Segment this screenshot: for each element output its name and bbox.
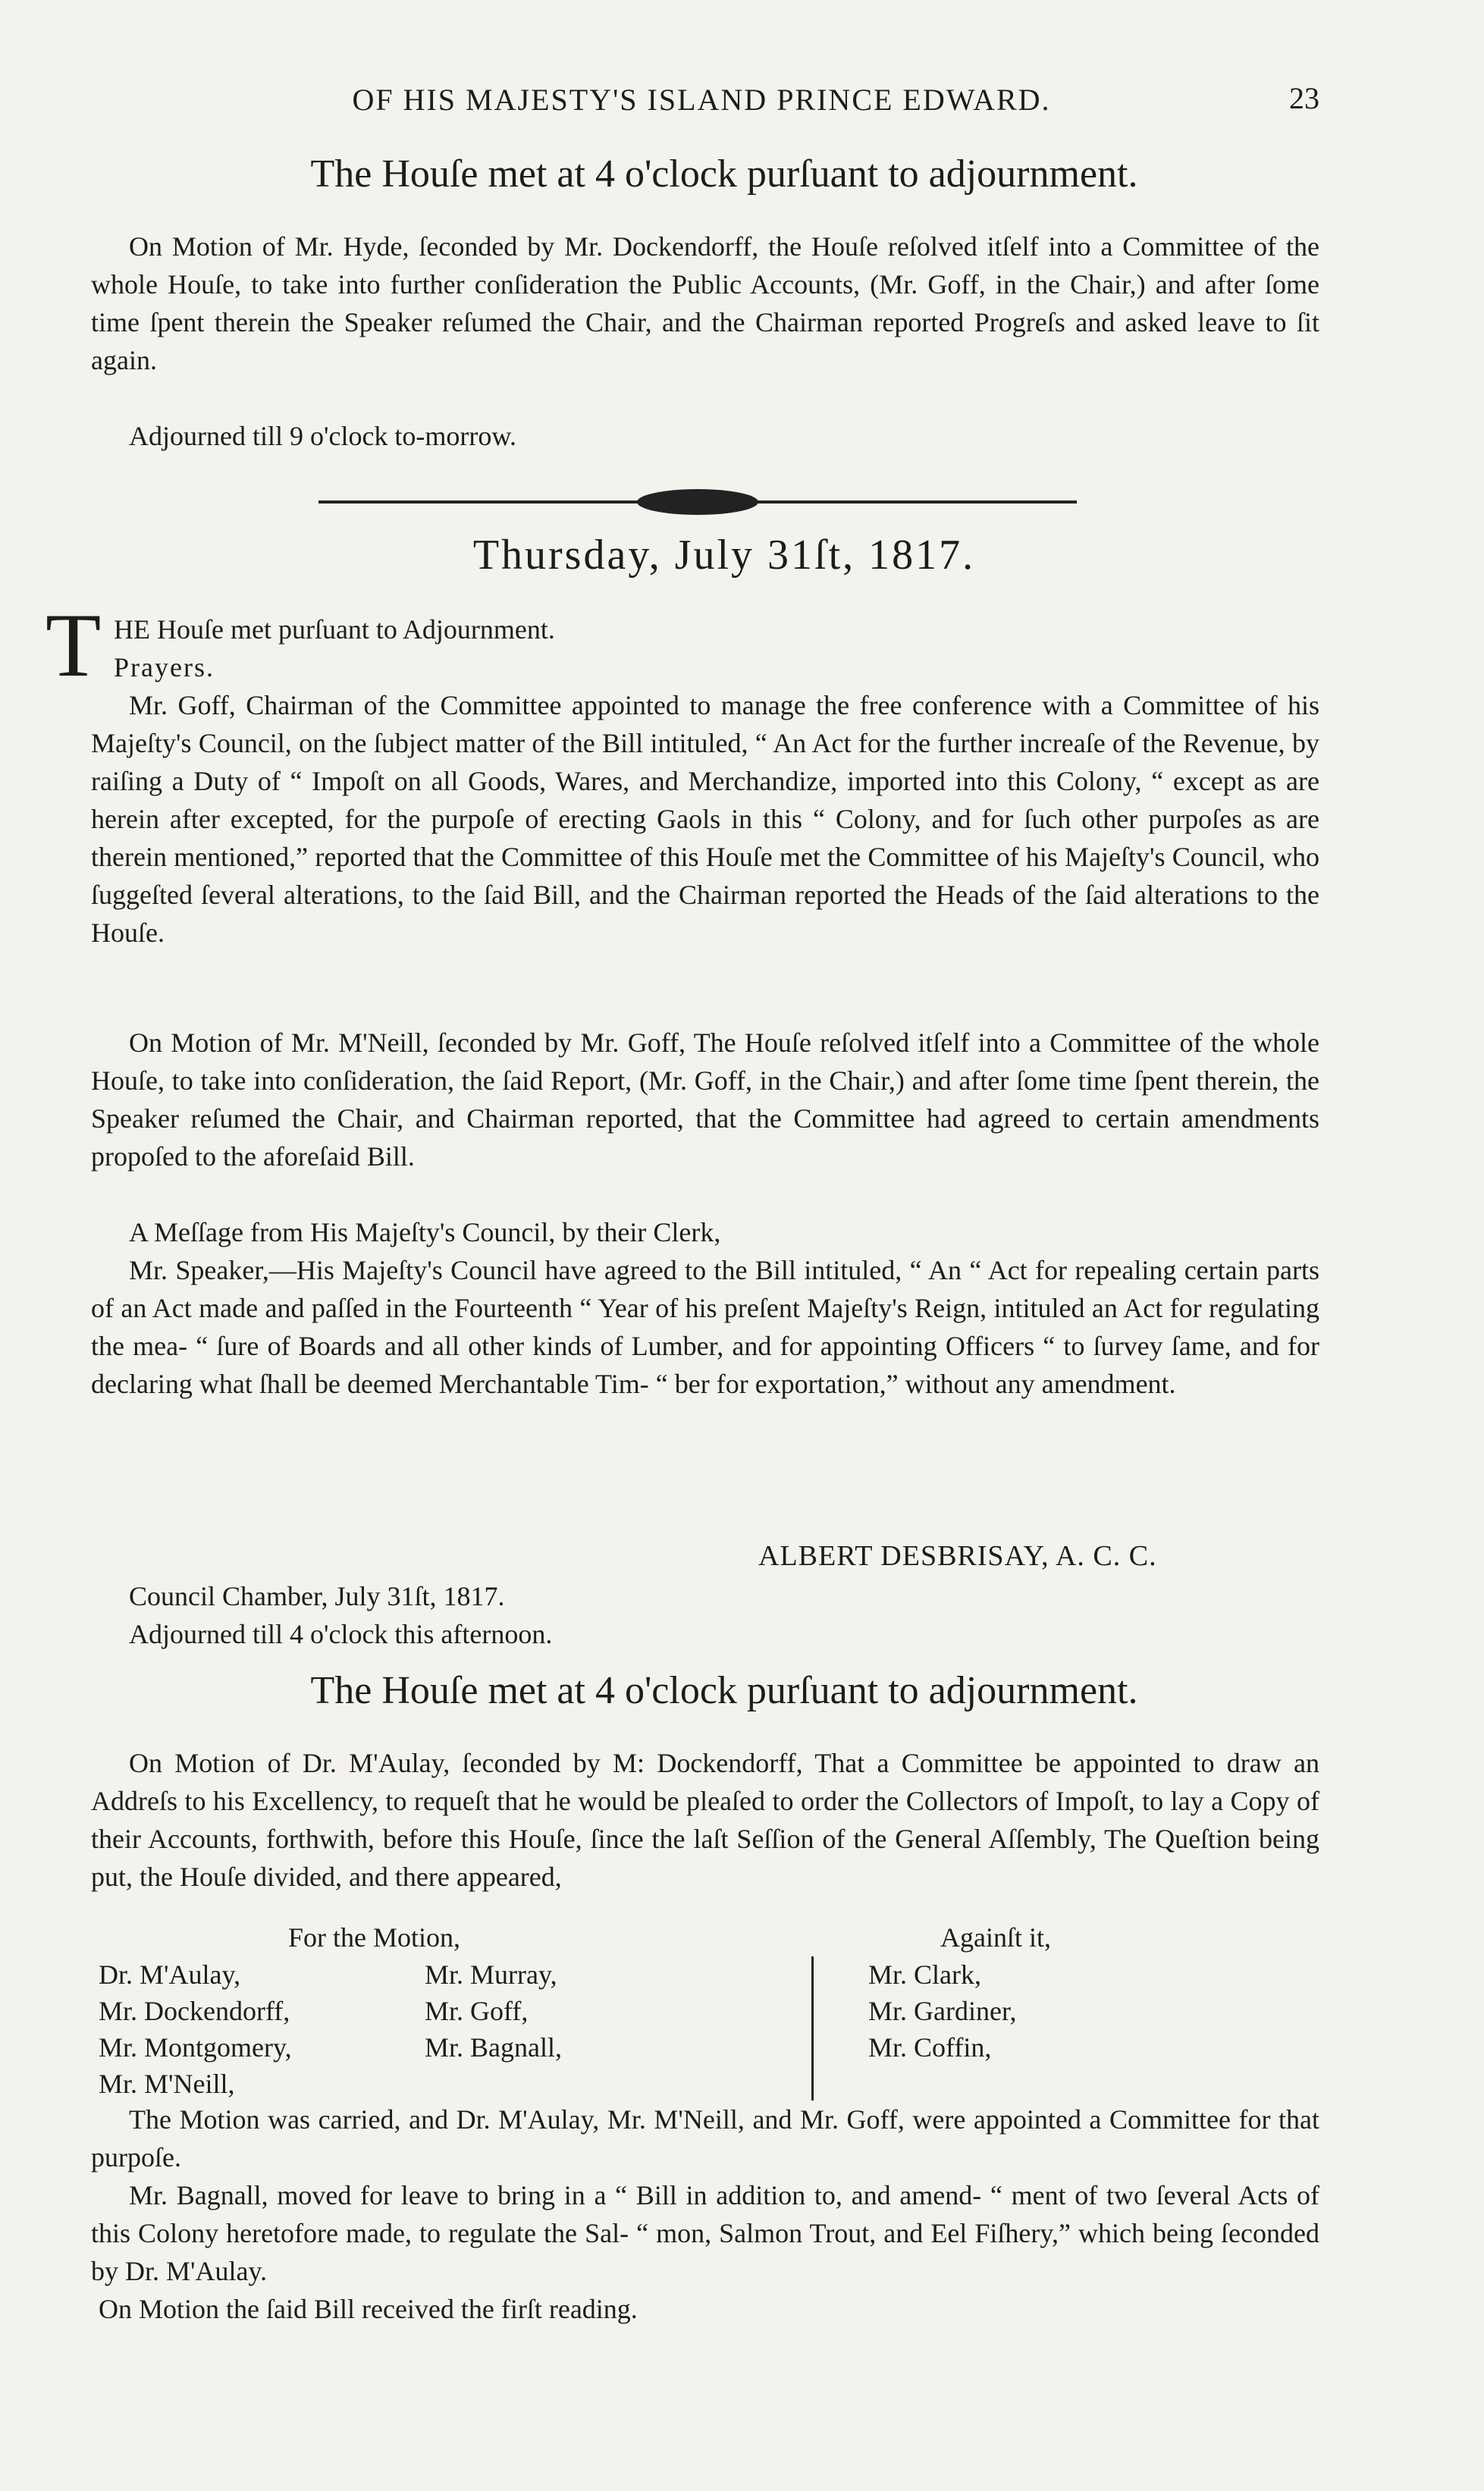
voter-name: Mr. Coffin, [868,2032,992,2063]
section-heading-1: The Houſe met at 4 o'clock purſuant to adjournment. [310,152,1138,196]
running-head: OF HIS MAJESTY'S ISLAND PRINCE EDWARD. [352,83,1051,117]
vote-for-header: For the Motion, [288,1922,461,1953]
prayers-line: Prayers. [114,652,215,682]
paragraph-motion-maulay: On Motion of Dr. M'Aulay, ſeconded by M: Dockendorff, That a Committee be appointed to draw an Addreſs to his Excellency, to requeſt that he would be pleaſed to order the Collectors of Impoſt, to lay a Copy of their Accounts, forthwith, before this Houſe, ſince the laſt Seſſion of the General Aſſembly, The Queſtion being put, the Houſe divided, and there appeared, [91,1748,1319,1892]
paragraph-motion-carried: The Motion was carried, and Dr. M'Aulay, Mr. M'Neill, and Mr. Goff, were appointed a Committee for that purpoſe. [91,2104,1319,2173]
adjourn-line-1: Adjourned till 9 o'clock to-morrow. [129,421,517,451]
voter-name: Mr. Montgomery, [99,2032,292,2063]
opening-line: HE Houſe met purſuant to Adjournment. [114,614,555,645]
adjourn-line-2: Adjourned till 4 o'clock this afternoon. [129,1619,553,1649]
voter-name: Mr. Goff, [425,1996,529,2026]
drop-cap: T [45,595,102,695]
vote-divider [811,1956,814,2100]
paragraph-motion-hyde: On Motion of Mr. Hyde, ſeconded by Mr. Dockendorff, the Houſe reſolved itſelf into a Committee of the whole Houſe, to take into further conſideration the Public Accounts, (Mr. Goff, in the Chair,) and after ſome time ſpent therein the Speaker reſumed the Chair, and the Chairman reported Progreſs and asked leave to ſit again. [91,231,1319,375]
vote-for-column-2 [425,1956,562,2066]
voter-name: Mr. M'Neill, [99,2069,235,2099]
paragraph-motion-mneill: On Motion of Mr. M'Neill, ſeconded by Mr. Goff, The Houſe reſolved itſelf into a Committee of the whole Houſe, to take into conſideration, the ſaid Report, (Mr. Goff, in the Chair,) and after ſome time ſpent therein, the Speaker reſumed the Chair, and Chairman reported, that the Committee had agreed to certain amendments propoſed to the aforeſaid Bill. [91,1027,1319,1172]
message-intro: A Meſſage from His Majeſty's Council, by their Clerk, [129,1217,721,1247]
vote-against-column [868,1956,1017,2066]
paragraph-free-conference: Mr. Goff, Chairman of the Committee appointed to manage the free conference with a Committee of his Majeſty's Council, on the ſubject matter of the Bill intituled, “ An Act for the further increaſe of the Revenue, by raiſing a Duty of “ Impoſt on all Goods, Wares, and Merchandize, imported into this Colony, “ except as are herein after excepted, for the purpoſe of erecting Gaols in this “ Colony, and for ſuch other purpoſes as are therein mentioned,” reported that the Committee of this Houſe met the Committee of his Majeſty's Council, who ſuggeſted ſeveral alterations, to the ſaid Bill, and the Chairman reported the Heads of the ſaid alterations to the Houſe. [91,690,1319,948]
day-heading: Thursday, July 31ſt, 1817. [472,532,976,579]
voter-name: Mr. Murray, [425,1959,557,1990]
clerk-signature: ALBERT DESBRISAY, A. C. C. [758,1540,1157,1572]
rule-ornament [637,489,758,515]
paragraph-council-message: Mr. Speaker,—His Majeſty's Council have agreed to the Bill intituled, “ An “ Act for repealing certain parts of an Act made and paſſed in the Fourteenth “ Year of his preſent Majeſty's Reign, intituled an Act for regulating the mea- “ ſure of Boards and all other kinds of Lumber, and for appointing Officers “ to ſurvey ſame, and for declaring what ſhall be deemed Merchantable Tim- “ ber for exportation,” without any amendment. [91,1255,1319,1399]
vote-for-column-1 [99,1956,292,2102]
first-reading-line: On Motion the ſaid Bill received the firſt reading. [99,2294,638,2324]
vote-against-header: Againſt it, [940,1922,1051,1953]
voter-name: Mr. Bagnall, [425,2032,562,2063]
voter-name: Mr. Dockendorff, [99,1996,290,2026]
section-heading-2: The Houſe met at 4 o'clock purſuant to adjournment. [310,1669,1138,1712]
paragraph-bagnall-bill: Mr. Bagnall, moved for leave to bring in a “ Bill in addition to, and amend- “ ment of two ſeveral Acts of this Colony heretofore made, to regulate the Sal- “ mon, Salmon Trout, and Eel Fiſhery,” which being ſeconded by Dr. M'Aulay. [91,2180,1319,2286]
page-number: 23 [1289,81,1319,115]
council-chamber-date: Council Chamber, July 31ſt, 1817. [129,1581,505,1611]
voter-name: Mr. Gardiner, [868,1996,1017,2026]
voter-name: Mr. Clark, [868,1959,981,1990]
voter-name: Dr. M'Aulay, [99,1959,241,1990]
